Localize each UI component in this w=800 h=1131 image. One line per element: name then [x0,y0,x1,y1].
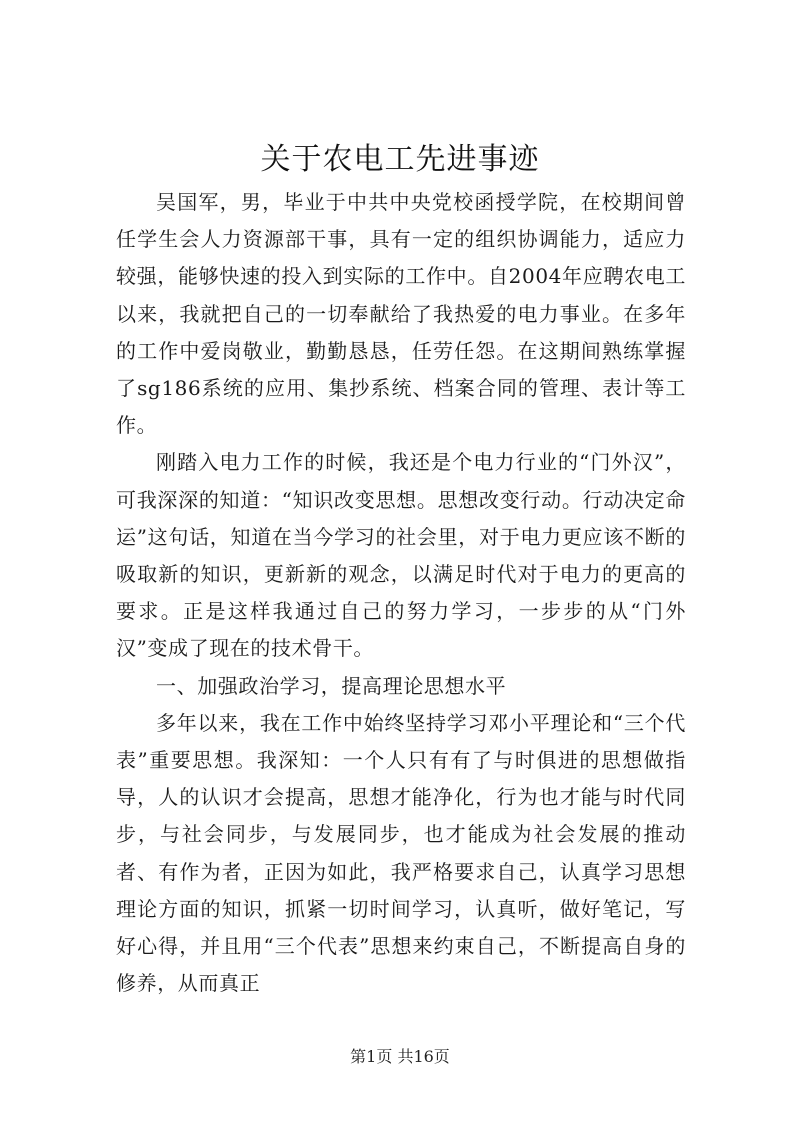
document-title: 关于农电工先进事迹 [260,142,540,177]
section-heading-political-study: 一、加强政治学习，提高理论思想水平 [156,673,507,698]
paragraph-theory-study: 多年以来，我在工作中始终坚持学习邓小平理论和“三个代表”重要思想。我深知：一个人只有有了与时俱进的思想做指导，人的认识才会提高，思想才能净化，行为也才能与时代同步，与社会同步，与发展同步，也才能成为社会发展的推动者、有作为者，正因为如此，我严格要求自己，认真学习思想理论方面的知识，抓紧一切时间学习，认真听，做好笔记，写好心得，并且用“三个代表”思想来约束自己，不断提高自身的修养，从而真正 [116,710,686,996]
page-number-footer: 第1页 共16页 [350,1047,450,1066]
paragraph-beginning: 刚踏入电力工作的时候，我还是个电力行业的“门外汉”，可我深深的知道：“知识改变思想。思想改变行动。行动决定命运”这句话，知道在当今学习的社会里，对于电力更应该不断的吸取新的知识，更新新的观念，以满足时代对于电力的更高的要求。正是这样我通过自己的努力学习，一步步的从“门外汉”变成了现在的技术骨干。 [116,450,686,661]
document-body [116,184,686,1002]
paragraph-intro: 吴国军，男，毕业于中共中央党校函授学院，在校期间曾任学生会人力资源部干事，具有一定的组织协调能力，适应力较强，能够快速的投入到实际的工作中。自2004年应聘农电工以来，我就把自己的一切奉献给了我热爱的电力事业。在多年的工作中爱岗敬业，勤勤恳恳，任劳任怨。在这期间熟练掌握了sg186系统的应用、集抄系统、档案合同的管理、表计等工作。 [116,190,686,438]
